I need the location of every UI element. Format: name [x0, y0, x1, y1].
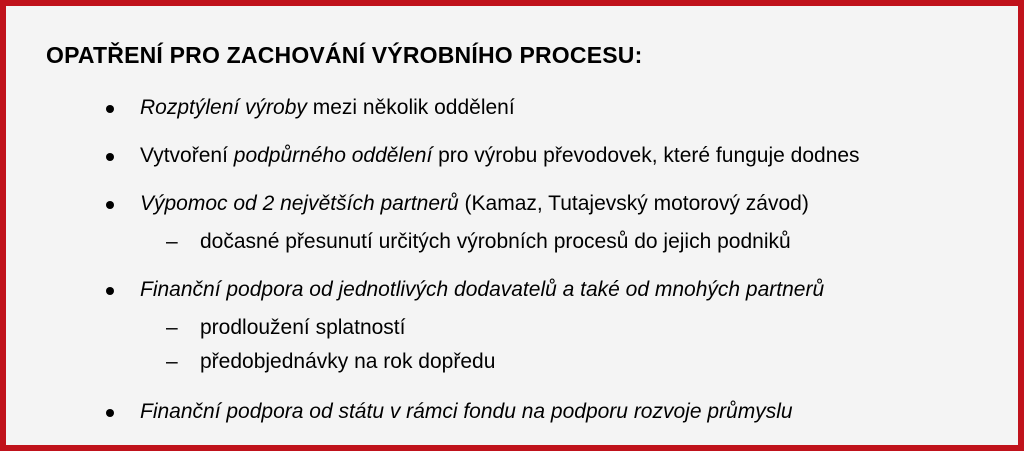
bullet-text-plain: (Kamaz, Tutajevský motorový závod) — [458, 192, 809, 215]
bullet-icon — [106, 287, 114, 295]
dash-icon: – — [166, 230, 178, 253]
bullet-text: Finanční podpora od státu v rámci fondu na podporu rozvoje průmyslu — [140, 400, 793, 423]
sub-item-text: předobjednávky na rok dopředu — [200, 350, 496, 373]
bullet-text-emphasis: podpůrného oddělení — [233, 144, 433, 167]
sub-item-text: dočasné přesunutí určitých výrobních procesů do jejich podniků — [200, 230, 791, 253]
bullet-text — [140, 96, 515, 120]
bullet-text — [140, 192, 809, 216]
bullet-icon — [106, 105, 114, 113]
dash-icon: – — [166, 350, 178, 373]
bullet-text-emphasis: Rozptýlení výroby — [140, 96, 307, 119]
bullet-text — [140, 144, 860, 168]
bullet-text-plain: mezi několik oddělení — [306, 96, 515, 119]
bullet-text-emphasis: Výpomoc od 2 největších partnerů — [140, 192, 459, 215]
bullet-icon — [106, 409, 114, 417]
sub-item-text: prodloužení splatností — [200, 316, 406, 339]
bullet-text: Finanční podpora od jednotlivých dodavatelů a také od mnohých partnerů — [140, 278, 825, 301]
dash-icon: – — [166, 316, 178, 339]
bullet-text-plain: pro výrobu převodovek, které funguje dodnes — [432, 144, 860, 167]
slide-title: OPATŘENÍ PRO ZACHOVÁNÍ VÝROBNÍHO PROCESU: — [46, 42, 643, 68]
bullet-icon — [106, 153, 114, 161]
bullet-text-plain: Vytvoření — [140, 144, 234, 167]
bullet-icon — [106, 201, 114, 209]
